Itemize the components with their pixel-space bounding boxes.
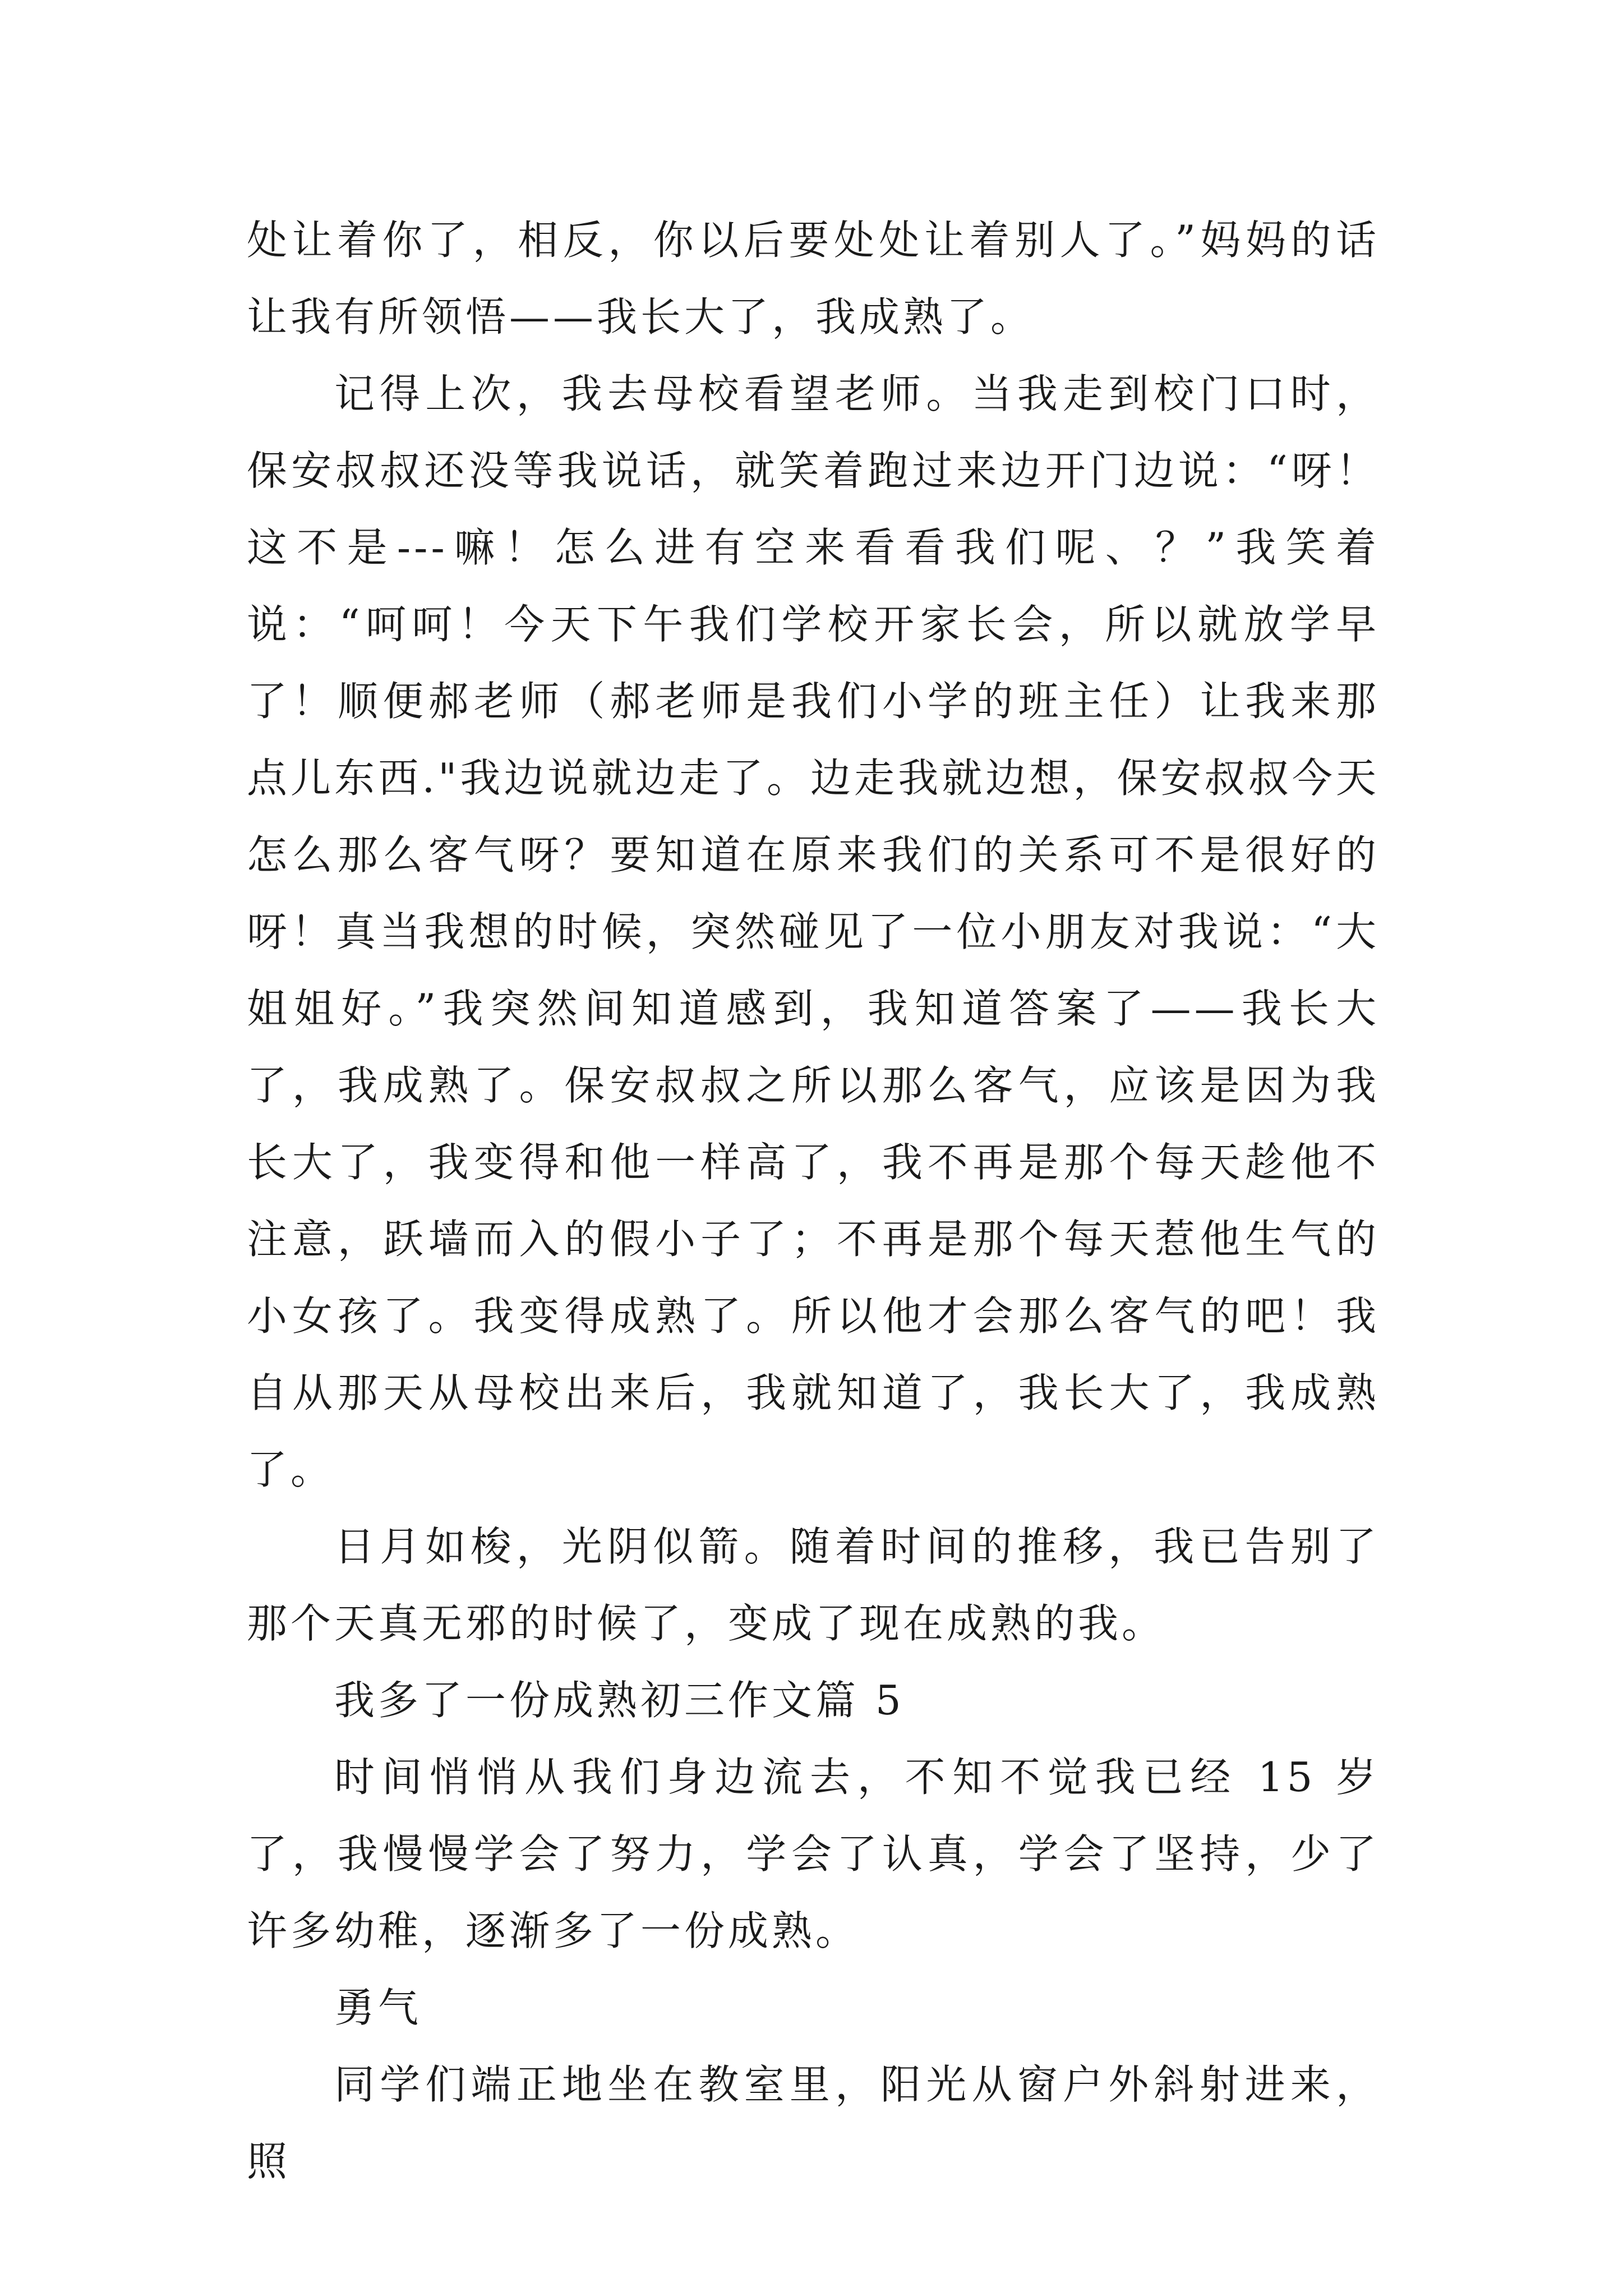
paragraph: 记得上次，我去母校看望老师。当我走到校门口时，保安叔叔还没等我说话，就笑着跑过来边开门边说：“呀！这不是---嘛！怎么进有空来看看我们呢、？”我笑着说：“呵呵！今天下午我们学校开家长会，所以就放学早了！顺便郝老师（郝老师是我们小学的班主任）让我来那点儿东西."我边说就边走了。边走我就边想，保安叔叔今天怎么那么客气呀？要知道在原来我们的关系可不是很好的呀！真当我想的时候，突然碰见了一位小朋友对我说：“大姐姐好。”我突然间知道感到，我知道答案了——我长大了，我成熟了。保安叔叔之所以那么客气，应该是因为我长大了，我变得和他一样高了，我不再是那个每天趁他不注意，跃墙而入的假小子了；不再是那个每天惹他生气的小女孩了。我变得成熟了。所以他才会那么客气的吧！我自从那天从母校出来后，我就知道了，我长大了，我成熟了。 xyxy=(247,370,1380,1493)
subsection-heading: 勇气 xyxy=(334,1984,422,2031)
paragraph: 处让着你了，相反，你以后要处处让着别人了。”妈妈的话让我有所领悟——我长大了，我成熟了。 xyxy=(247,217,1380,341)
paragraph: 时间悄悄从我们身边流去，不知不觉我已经 15 岁了，我慢慢学会了努力，学会了认真，学会了坚持，少了许多幼稚，逐渐多了一份成熟。 xyxy=(247,1754,1380,1954)
paragraph: 同学们端正地坐在教室里，阳光从窗户外斜射进来，照 xyxy=(247,2061,1380,2185)
document-body xyxy=(247,202,1380,2200)
paragraph: 日月如梭，光阴似箭。随着时间的推移，我已告别了那个天真无邪的时候了，变成了现在成熟的我。 xyxy=(247,1523,1380,1647)
section-heading: 我多了一份成熟初三作文篇 5 xyxy=(334,1677,905,1724)
